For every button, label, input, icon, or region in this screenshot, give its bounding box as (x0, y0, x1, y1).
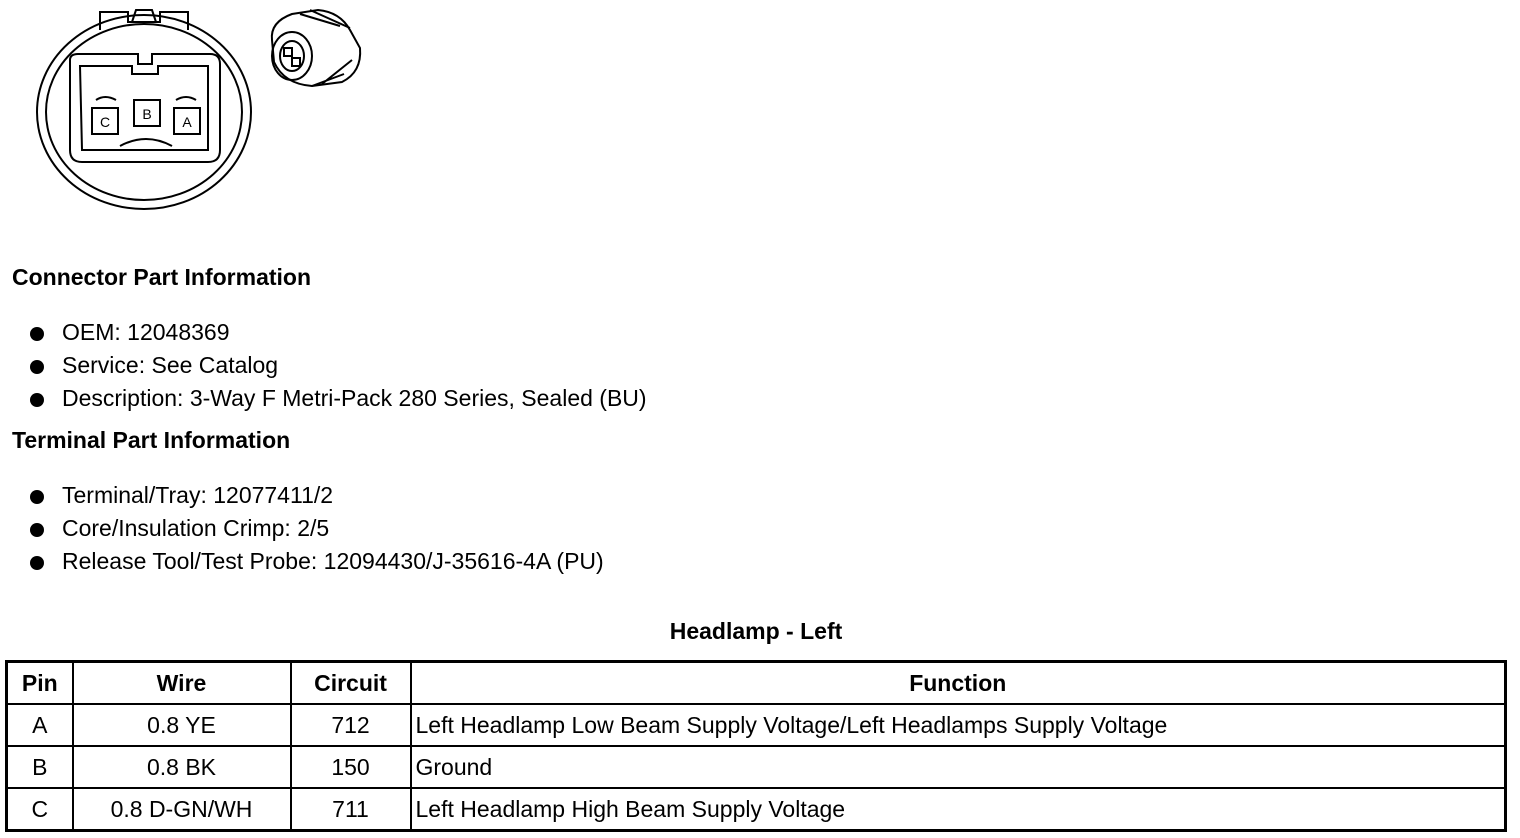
connector-iso-icon (272, 10, 360, 86)
bullet-icon (30, 490, 44, 504)
connector-info-list (30, 316, 647, 415)
bullet-icon (30, 556, 44, 570)
list-item: Core/Insulation Crimp: 2/5 (30, 512, 604, 545)
cell-pin: C (7, 788, 73, 831)
cell-pin: A (7, 704, 73, 746)
cavity-label-a: A (182, 114, 192, 130)
cell-circuit: 712 (291, 704, 411, 746)
header-wire: Wire (73, 662, 291, 705)
cavity-label-c: C (99, 114, 111, 130)
list-item: Description: 3-Way F Metri-Pack 280 Series, Sealed (BU) (30, 382, 647, 415)
table-title: Headlamp - Left (669, 618, 843, 644)
table-row (7, 746, 1506, 788)
connector-info-heading: Connector Part Information (12, 264, 312, 290)
bullet-icon (30, 360, 44, 374)
bullet-icon (30, 523, 44, 537)
table-row (7, 704, 1506, 746)
list-item: Release Tool/Test Probe: 12094430/J-35616-4A (PU) (30, 545, 604, 578)
list-item: Terminal/Tray: 12077411/2 (30, 479, 604, 512)
cell-circuit: 150 (291, 746, 411, 788)
table-header-row (7, 662, 1506, 705)
pin-table (5, 660, 1507, 832)
cell-wire: 0.8 BK (73, 746, 291, 788)
header-pin: Pin (7, 662, 73, 705)
bullet-icon (30, 393, 44, 407)
cavity-label-b: B (142, 106, 152, 122)
cell-wire: 0.8 YE (73, 704, 291, 746)
connector-illustration (0, 0, 400, 225)
cell-function: Left Headlamp Low Beam Supply Voltage/Left Headlamps Supply Voltage (411, 704, 1506, 746)
cell-circuit: 711 (291, 788, 411, 831)
bullet-icon (30, 327, 44, 341)
cell-pin: B (7, 746, 73, 788)
header-function: Function (411, 662, 1506, 705)
list-item: Service: See Catalog (30, 349, 647, 382)
list-item: OEM: 12048369 (30, 316, 647, 349)
terminal-info-heading: Terminal Part Information (12, 427, 291, 453)
table-row (7, 788, 1506, 831)
cell-wire: 0.8 D-GN/WH (73, 788, 291, 831)
cell-function: Ground (411, 746, 1506, 788)
header-circuit: Circuit (291, 662, 411, 705)
cell-function: Left Headlamp High Beam Supply Voltage (411, 788, 1506, 831)
terminal-info-list (30, 479, 604, 578)
